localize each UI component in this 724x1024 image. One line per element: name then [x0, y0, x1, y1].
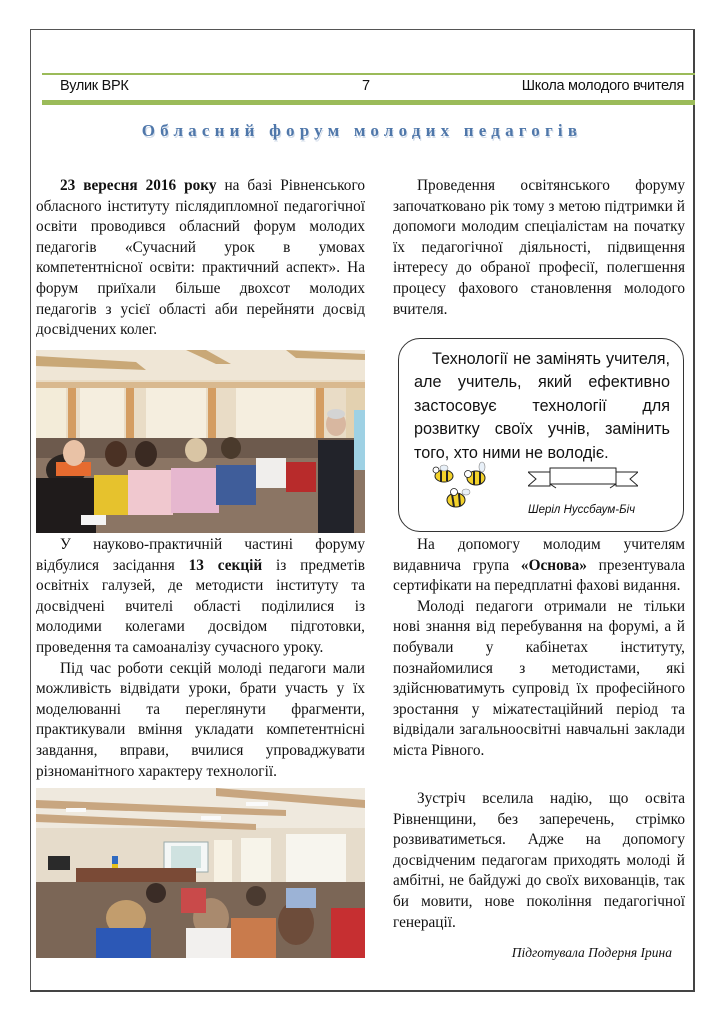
photo-forum-audience-speaker	[36, 350, 365, 533]
article-column-left-middle	[36, 535, 365, 782]
photo-image	[36, 788, 365, 958]
paragraph-conclusion: Зустріч вселила надію, що освіта Рівненщини, без заперечень, стрімко розвиватиметься. Адже на допомогу досвідченим педагогам приходять молоді й амбітні, не байдужі до своїх вихованців, так би мовити, нове покоління педагогічної генерації.	[393, 790, 685, 931]
quote-text	[414, 348, 670, 465]
quote-body: Технології не замінять учителя, але учитель, який ефективно застосовує технології для розвитку своїх учнів, замінить того, хто ними не володіє.	[414, 350, 670, 462]
paragraph-activities: Під час роботи секцій молоді педагоги мали можливість відвідати уроки, брати участь у їх моделюванні та переглянути фрагменти, практикували вміння укладати компетентнісні завдання, вправи, вчилися упроваджувати різноманітного характеру технології.	[36, 659, 365, 780]
header-page-number: 7	[362, 78, 370, 94]
publisher-name: «Основа»	[520, 556, 587, 574]
sections-text-end: із предметів освітніх галузей, де методисти інституту та досвідчені вчителі області поділилися із молодими колегами досвідом підготовки, проведення та самоаналізу сучасного уроку.	[36, 556, 366, 656]
article-column-left-top	[36, 176, 365, 341]
publisher-text-end: презентувала сертифікати на передплатні фахові видання.	[393, 556, 685, 595]
article-column-right-middle	[393, 535, 685, 762]
header-bottom-rule	[42, 100, 695, 105]
paragraph-forum-purpose: Проведення освітянського форуму започатковано рік тому з метою підтримки й допомоги молодим спеціалістам на початку їх педагогічної діяльності, підвищення інтересу до обраної професії, полегшення процесу фахового становлення молодого вчителя.	[393, 177, 685, 318]
quote-author: Шеріл Нуссбаум-Біч	[528, 504, 636, 516]
paragraph-visits: Молоді педагоги отримали не тільки нові знання від перебування на форумі, а й побували у кабінетах інституту, познайомилися з методистами, які здійснюватимуть супровід їх професійного зростання у міжатестаційний період та відвідали загальноосвітні навчальні заклади міста Рівного.	[393, 597, 685, 759]
sections-count: 13 секцій	[188, 556, 263, 574]
header-section-name: Школа молодого вчителя	[521, 78, 684, 94]
bees-illustration-icon	[430, 460, 500, 514]
article-column-right-top	[393, 176, 685, 320]
paragraph-publisher	[393, 535, 685, 597]
photo-image	[36, 350, 365, 533]
article-author-signature: Підготувала Подерня Ірина	[511, 945, 672, 960]
intro-date: 23 вересня 2016 року	[60, 177, 217, 194]
header-top-rule	[42, 73, 695, 75]
ribbon-banner-icon	[528, 466, 638, 492]
article-title: Обласний форум молодих педагогів	[141, 121, 583, 140]
publisher-text-start: На допомогу молодим учителям видавнича група	[393, 536, 685, 574]
article-column-right-bottom	[393, 789, 685, 933]
paragraph-sections	[36, 535, 365, 659]
sections-text-start: У науково-практичній частині форуму відбулися засідання	[36, 536, 365, 574]
header-publication-name: Вулик ВРК	[60, 78, 129, 94]
paragraph-intro	[36, 176, 365, 341]
intro-text: на базі Рівненського обласного інституту післядипломної педагогічної освіти проводився обласний форум молодих педагогів «Сучасний урок в умовах компетентнісної освіти: практичний аспект». На форум приїхали більше двохсот молодих педагогів з усієї області аби перейняти досвід досвідчених колег.	[36, 177, 365, 339]
photo-conference-hall	[36, 788, 365, 958]
